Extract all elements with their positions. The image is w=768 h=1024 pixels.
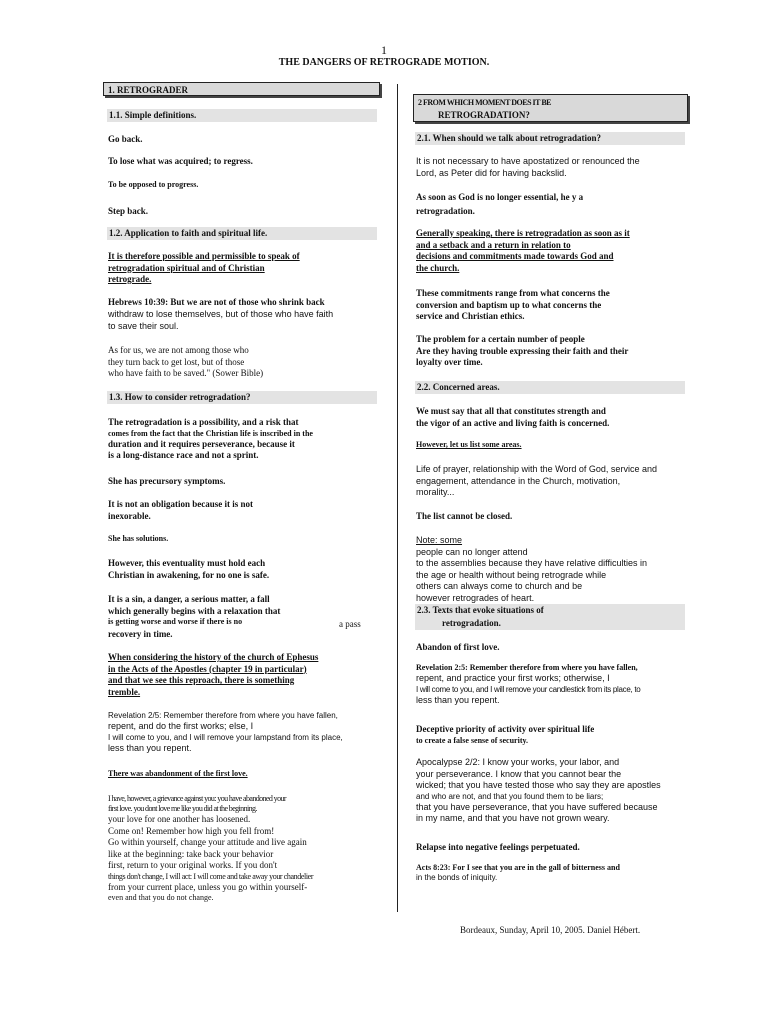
deceptive-priority: Deceptive priority of activity over spiritual life to create a false sense of security. xyxy=(416,724,595,745)
paragraph-2-2-a: We must say that all that constitutes strength and the vigor of an active and living faith is concerned. xyxy=(416,406,610,428)
paragraph-2-2-d: The list cannot be closed. xyxy=(416,511,513,521)
relapse-heading: Relapse into negative feelings perpetuated. xyxy=(416,842,580,852)
hebrews-reference: Hebrews 10:39: But we are not of those who shrink back xyxy=(108,297,325,307)
acts-8-23: Acts 8:23: For I see that you are in the gall of bitterness and in the bonds of iniquity. xyxy=(416,863,620,882)
heading-1-3: 1.3. How to consider retrogradation? xyxy=(107,391,377,404)
heading-2-2: 2.2. Concerned areas. xyxy=(415,381,685,394)
paragraph-1-3-f-line3: is getting worse and worse if there is no xyxy=(108,617,243,626)
note-label: Note: some xyxy=(416,535,463,545)
section-2-heading-line2: RETROGRADATION? xyxy=(438,110,530,120)
paragraph-2-1-c: Generally speaking, there is retrogradation as soon as it and a setback and a return in relation to decisions and commitments made towards God and the church. xyxy=(416,228,630,273)
document-title: THE DANGERS OF RETROGRADE MOTION. xyxy=(278,57,490,68)
revelation-2-5-left: Revelation 2/5: Remember therefore from where you have fallen, repent, and do the first works; else, I I will come to you, and I will remove your lampstand from its place, less than you repent. xyxy=(108,711,343,753)
paragraph-2-2-b: However, let us list some areas. xyxy=(416,440,522,449)
paragraph-2-1-b-line1: As soon as God is no longer essential, he y a xyxy=(416,192,584,202)
ephesus-paragraph: When considering the history of the church of Ephesus in the Acts of the Apostles (chapter 19 in particular) and that we see this reproach, there is something tremble. xyxy=(108,652,319,697)
paragraph-2-1-e: The problem for a certain number of people Are they having trouble expressing their faith and their loyalty over time. xyxy=(416,334,629,367)
heading-2-3-line1: 2.3. Texts that evoke situations of xyxy=(417,605,544,615)
note-first-line: people can no longer attend xyxy=(416,546,528,557)
heading-2-3-line2: retrogradation. xyxy=(442,618,501,628)
abandonment-heading: There was abandonment of the first love. xyxy=(108,769,248,778)
paragraph-1-3-e: However, this eventuality must hold each Christian in awakening, for no one is safe. xyxy=(108,558,270,580)
apocalypse-2-2: Apocalypse 2/2: I know your works, your labor, and your perseverance. I know that you cannot bear the wicked; that you have tested those who say they are apostles and who are not, and that you found them to be liars; that you have perseverance, that you have suffered because in my name, and that you have not grown weary. xyxy=(416,757,661,823)
paragraph-1-3-f-line2: which generally begins with a relaxation that xyxy=(108,606,281,616)
paragraph-1-3-f-fragment: a pass xyxy=(339,619,361,629)
page-number: 1 xyxy=(381,43,387,57)
hebrews-text: withdraw to lose themselves, but of those who have faith to save their soul. xyxy=(108,309,334,331)
note-paragraph: Note: some people can no longer attend to the assemblies because they have relative difficulties in the age or health without being retrograde while others can always come to church and be however retrogrades of heart. xyxy=(416,535,686,604)
abandon-first-love: Abandon of first love. xyxy=(416,642,500,652)
footer-signature: Bordeaux, Sunday, April 10, 2005. Daniel Hébert. xyxy=(460,925,641,935)
heading-2-1: 2.1. When should we talk about retrogradation? xyxy=(415,132,685,145)
paragraph-1-3-d: She has solutions. xyxy=(108,534,169,543)
revelation-2-5-right: Revelation 2:5: Remember therefore from where you have fallen, repent, and practice your first works; otherwise, I I will come to you, and I will remove your candlestick from its place, to less than you repent. xyxy=(416,663,641,705)
heading-1-2: 1.2. Application to faith and spiritual life. xyxy=(107,227,377,240)
paragraph-2-1-b-line2: retrogradation. xyxy=(416,206,475,216)
grievance-passage: I have, however, a grievance against you: you have abandoned your first love. you dont love me like you did at the beginning. your love for one another has loosened. Come on! Remember how high you fell from! Go within yourself, change your attitude and live again like at the beginning: take back your behavior first, return to your original works. If you don't things don't change, I will act: I will come and take away your chandelier from your current place, unless you go within yourself- even and that you do not change. xyxy=(108,794,314,902)
paragraph-1-3-b: She has precursory symptoms. xyxy=(108,476,226,486)
section-2-heading xyxy=(413,94,688,122)
section-2-heading-line1: 2 FROM WHICH MOMENT DOES IT BE xyxy=(418,98,552,107)
definition-lose: To lose what was acquired; to regress. xyxy=(108,156,253,166)
paragraph-1-3-f-line1: It is a sin, a danger, a serious matter, a fall xyxy=(108,594,270,604)
paragraph-1-3-f-line4: recovery in time. xyxy=(108,629,173,639)
definition-opposed: To be opposed to progress. xyxy=(108,180,199,189)
paragraph-2-2-c: Life of prayer, relationship with the Word of God, service and engagement, attendance in the Church, motivation, morality... xyxy=(416,464,657,497)
paragraph-1-3-a: The retrogradation is a possibility, and a risk that comes from the fact that the Christian life is inscribed in the duration and it requires perseverance, because it is a long-distance race and not a sprint. xyxy=(108,417,313,460)
paragraph-2-1-d: These commitments range from what concerns the conversion and baptism up to what concerns the service and Christian ethics. xyxy=(416,288,610,321)
column-divider xyxy=(397,84,398,912)
definition-go-back: Go back. xyxy=(108,134,143,144)
definition-step-back: Step back. xyxy=(108,206,149,216)
sower-bible-quote: As for us, we are not among those who they turn back to get lost, but of those who have faith to be saved." (Sower Bible) xyxy=(108,345,264,378)
section-1-heading: 1. RETROGRADER xyxy=(103,82,380,96)
heading-1-1: 1.1. Simple definitions. xyxy=(107,109,377,122)
heading-2-3 xyxy=(415,604,685,630)
paragraph-1-2-a: It is therefore possible and permissible to speak of retrogradation spiritual and of Christian retrograde. xyxy=(108,251,300,284)
paragraph-2-1-a: It is not necessary to have apostatized or renounced the Lord, as Peter did for having backslid. xyxy=(416,156,640,178)
paragraph-1-3-c: It is not an obligation because it is not inexorable. xyxy=(108,499,254,521)
